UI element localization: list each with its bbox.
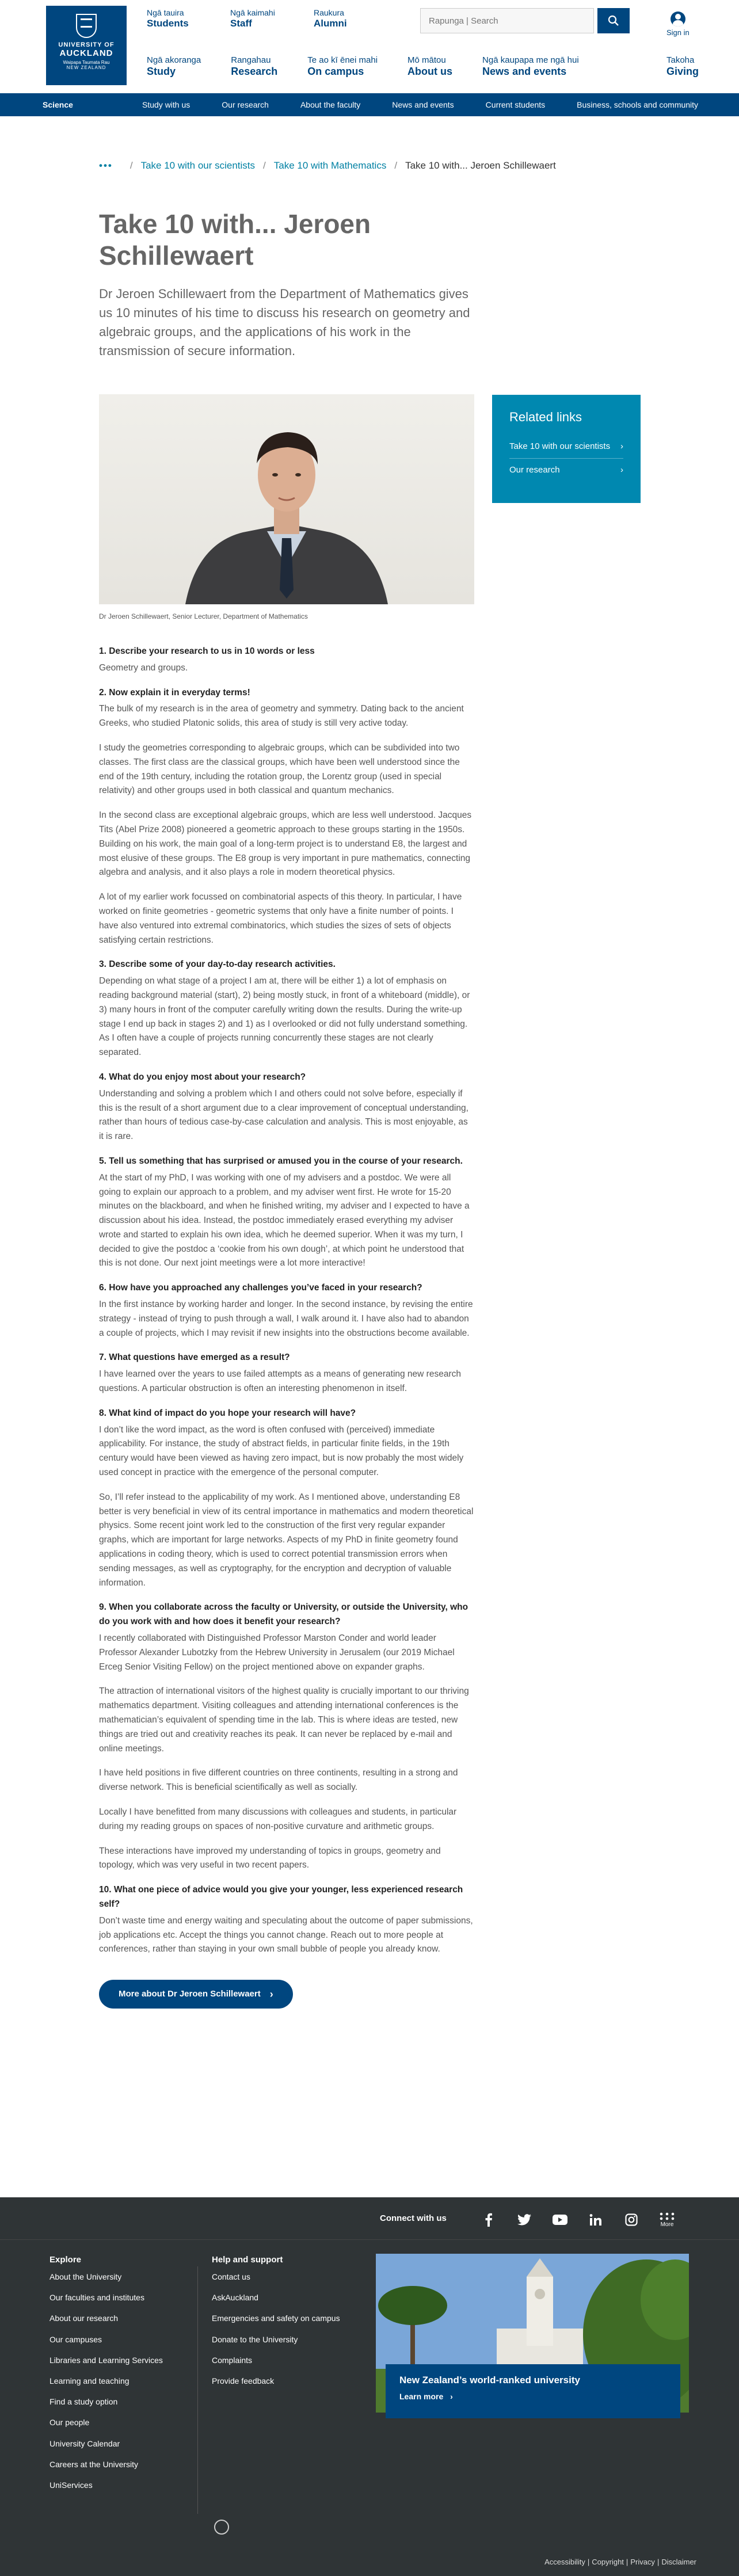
nav-study[interactable] xyxy=(147,55,201,78)
more-about-button[interactable] xyxy=(99,1980,293,2009)
subnav-section-science[interactable]: Science xyxy=(43,100,73,109)
nav-english: Research xyxy=(231,66,278,77)
nav-giving[interactable] xyxy=(666,55,699,78)
crest-icon xyxy=(76,14,97,38)
related-link-label: Our research xyxy=(509,465,560,475)
chevron-right-icon: › xyxy=(620,465,623,475)
audience-maori: Ngā tauira xyxy=(147,8,184,17)
logo-line4: NEW ZEALAND xyxy=(66,65,106,70)
subnav-item[interactable]: Our research xyxy=(222,100,269,109)
answer-paragraph: Don’t waste time and energy waiting and speculating about the outcome of paper submissions, job applications etc. Accept the things you cannot change. Reach out to more people at conferences, rather than staying in your own small bubble of people you already know. xyxy=(99,1915,473,1954)
footer-link[interactable]: Learning and teaching xyxy=(49,2376,129,2386)
answer-paragraph: The attraction of international visitors of the highest quality is crucially important to our thriving mathematics department. Visiting colleagues and attending international conferences is the mathematician’s equivalent of spending time in the lab. This is where ideas are tested, new things are tried out and creativity reaches its peak. It can never be replaced by e-mail and online meetings. xyxy=(99,1686,469,1754)
related-link-label: Take 10 with our scientists xyxy=(509,441,611,451)
main-nav xyxy=(147,55,609,78)
subnav-item[interactable]: About the faculty xyxy=(300,100,361,109)
nav-english: Study xyxy=(147,66,176,77)
answer-paragraph: So, I’ll refer instead to the applicability of my work. As I mentioned above, understanding E8 better is very beneficial in view of its central importance in mathematics and modern theoretical physics. Some recent joint work led to the construction of the first very regular expander graphs, which are important for large networks. Aspects of my PhD in finite geometry found applications in coding theory, which is used to correct potential transmission errors when sending messages, as well as cryptography, for the encryption and decryption of valuable information. xyxy=(99,1492,474,1588)
footer-link[interactable]: Careers at the University xyxy=(49,2459,139,2469)
legal-link[interactable]: Copyright xyxy=(592,2558,624,2566)
chevron-right-icon: › xyxy=(269,1988,273,2000)
breadcrumb xyxy=(99,160,556,172)
audience-maori: Ngā kaimahi xyxy=(230,8,275,17)
answer-paragraph: Understanding and solving a problem which I and others could not solve before, especially if this is the result of a short argument due to a clear improvement of conceptual understanding, rather than hours of tedious case-by-case calculation and analysis. This is most enjoyable, as it is rare. xyxy=(99,1088,468,1142)
nav-english: Giving xyxy=(666,66,699,77)
instagram-icon[interactable] xyxy=(623,2211,640,2228)
footer-link[interactable]: UniServices xyxy=(49,2480,93,2490)
question-heading: 4. What do you enjoy most about your research? xyxy=(99,1072,306,1082)
answer-paragraph: Geometry and groups. xyxy=(99,662,188,673)
nav-research[interactable] xyxy=(231,55,277,78)
legal-link[interactable]: Accessibility xyxy=(544,2558,585,2566)
chevron-right-icon: › xyxy=(620,441,623,451)
photo-caption: Dr Jeroen Schillewaert, Senior Lecturer, Department of Mathematics xyxy=(99,612,308,620)
chevron-right-icon: › xyxy=(450,2392,453,2401)
breadcrumb-more[interactable]: ••• xyxy=(99,160,113,171)
nav-english: News and events xyxy=(482,66,567,77)
legal-link[interactable]: Disclaimer xyxy=(661,2558,696,2566)
connect-label: Connect with us xyxy=(380,2213,447,2223)
legal-links xyxy=(544,2558,696,2566)
audience-english: Students xyxy=(147,17,189,29)
answer-paragraph: I recently collaborated with Distinguished Professor Marston Conder and world leader Professor Alexander Lubotzky from the Hebrew University in Jerusalem (our 2019 Michael Erceg Senior Visiting Fellow) on the project mentioned above on expander graphs. xyxy=(99,1633,455,1672)
footer-link[interactable]: Our campuses xyxy=(49,2334,102,2344)
breadcrumb-separator: / xyxy=(129,160,133,171)
portrait-photo xyxy=(99,394,474,604)
answer-paragraph: At the start of my PhD, I was working with one of my advisers and a postdoc. We were all going to explain our approach to a problem, and my adviser went first. He wrote for 15-20 minutes on the blackboard, and when he finished writing, my adviser and I expected to have a discussion about his idea. Instead, the postdoc immediately erased everything my adviser wrote and started to explain his own idea, which he deemed superior. When it was my turn, I decided to give the postdoc a ‘cookie from his own dough’, at which point he understood that this is not done. Our next joint meetings were a lot more interactive! xyxy=(99,1172,470,1268)
footer-link[interactable]: University Calendar xyxy=(49,2438,120,2448)
answer-paragraph: I have held positions in five different countries on three continents, resulting in a strong and diverse network. This is beneficial scientifically as well as socially. xyxy=(99,1768,458,1793)
footer-link[interactable]: Complaints xyxy=(212,2355,253,2365)
answer-paragraph: In the second class are exceptional algebraic groups, which are less well understood. Jacques Tits (Abel Prize 2008) pioneered a geometric approach to these groups starting in the 1950s. Building on his work, the main goal of a long-term project is to understand E8, the largest and most elusive of these groups. The E8 group is very important in pure mathematics, connecting algebra and analysis, and it also plays a role in modern theoretical physics. xyxy=(99,810,472,878)
subnav-item[interactable]: Current students xyxy=(485,100,546,109)
nav-on-campus[interactable] xyxy=(307,55,378,78)
question-heading: 5. Tell us something that has surprised or amused you in the course of your research. xyxy=(99,1156,463,1166)
university-logo[interactable] xyxy=(46,6,127,85)
breadcrumb-separator: / xyxy=(394,160,398,171)
breadcrumb-link[interactable]: Take 10 with Mathematics xyxy=(273,160,387,171)
answer-paragraph: I don’t like the word impact, as the word is often confused with (perceived) immediate applicability. For instance, the study of abstract fields, in particular finite fields, in the 19th century would have been viewed as having zero impact, but is now probably the most widely used concept in practice with the emergence of the personal computer. xyxy=(99,1424,464,1478)
promo-link-label: Learn more xyxy=(399,2392,444,2401)
question-heading: 3. Describe some of your day-to-day research activities. xyxy=(99,959,336,970)
footer-link[interactable]: Find a study option xyxy=(49,2397,118,2407)
question-heading: 9. When you collaborate across the faculty or University, or outside the University, who do you work with and how does it benefit your research? xyxy=(99,1602,468,1627)
legal-separator: | xyxy=(587,2558,590,2566)
footer-link[interactable]: About the University xyxy=(49,2272,122,2281)
nav-maori: Takoha xyxy=(666,55,695,65)
site-footer xyxy=(0,2197,739,2576)
sign-in-link[interactable] xyxy=(666,12,690,37)
nav-maori: Mō mātou xyxy=(407,55,446,65)
subnav-item[interactable]: Study with us xyxy=(142,100,191,109)
footer-link[interactable]: Donate to the University xyxy=(212,2334,298,2344)
logo-line1: UNIVERSITY OF xyxy=(58,41,115,48)
footer-link[interactable]: Provide feedback xyxy=(212,2376,275,2386)
portrait-illustration xyxy=(99,394,474,604)
logo-line3: Waipapa Taumata Rau xyxy=(63,60,110,65)
explore-column xyxy=(49,2255,182,2501)
promo-link xyxy=(399,2392,666,2401)
answer-paragraph: I have learned over the years to use failed attempts as a means of generating new research questions. A particular obstruction is often an interesting phenomenon in itself. xyxy=(99,1369,461,1394)
promo-title: New Zealand’s world-ranked university xyxy=(399,2375,580,2386)
answer-paragraph: Locally I have benefitted from many discussions with colleagues and students, in particular during my reading groups on spaces of non-positive curvature and arithmetic groups. xyxy=(99,1807,457,1831)
answer-paragraph: In the first instance by working harder and longer. In the second instance, by revising the entire strategy - instead of trying to push through a wall, I walk around it. I have also had to abandon a couple of projects, which I may revisit if new insights into the obstructions become available. xyxy=(99,1300,473,1338)
related-link[interactable] xyxy=(509,458,623,482)
sign-in-label: Sign in xyxy=(666,28,690,37)
nav-maori: Rangahau xyxy=(231,55,271,65)
answer-paragraph: The bulk of my research is in the area of geometry and symmetry. Dating back to the ancient Greeks, who studied Platonic solids, this area of study is still very active today. xyxy=(99,704,464,729)
answer-paragraph: These interactions have improved my understanding of topics in groups, geometry and topology, which was very useful in two recent papers. xyxy=(99,1846,441,1870)
answer-paragraph: I study the geometries corresponding to algebraic groups, which can be subdivided into two classes. The first class are the classical groups, which have been well understood since the end of the 19th century, including the rotation group, the Lorentz group (used in special relativity) and other groups used in both classical and quantum mechanics. xyxy=(99,742,460,796)
question-heading: 10. What one piece of advice would you give your younger, less experienced research self? xyxy=(99,1885,463,1909)
question-heading: 7. What questions have emerged as a result? xyxy=(99,1352,290,1363)
logo-line2: AUCKLAND xyxy=(59,48,113,58)
footer-link[interactable]: Libraries and Learning Services xyxy=(49,2355,163,2365)
legal-separator: | xyxy=(657,2558,660,2566)
more-grid-icon xyxy=(660,2212,675,2220)
audience-link-staff[interactable] xyxy=(230,8,314,29)
page-title: Take 10 with... Jeroen Schillewaert xyxy=(99,209,371,271)
audience-maori: Raukura xyxy=(314,8,344,17)
question-heading: 8. What kind of impact do you hope your research will have? xyxy=(99,1408,356,1418)
audience-nav xyxy=(147,8,397,29)
help-title: Help and support xyxy=(212,2255,283,2265)
subnav-item[interactable]: Business, schools and community xyxy=(577,100,699,109)
help-column xyxy=(212,2255,344,2396)
answer-paragraph: A lot of my earlier work focussed on combinatorial aspects of this theory. In particular, I have worked on finite geometries - geometric systems that only have a finite number of points. I have also ventured into extremal combinatorics, which studies the sizes of sets of objects satisfying certain restrictions. xyxy=(99,892,462,945)
user-icon xyxy=(671,12,685,26)
footer-link[interactable]: AskAuckland xyxy=(212,2293,258,2303)
more-about-label: More about Dr Jeroen Schillewaert xyxy=(119,1989,261,1999)
page-intro: Dr Jeroen Schillewaert from the Department of Mathematics gives us 10 minutes of his time to discuss his research on geometry and algebraic groups, and the applications of his work in the transmission of secure information. xyxy=(99,287,470,358)
question-heading: 1. Describe your research to us in 10 words or less xyxy=(99,646,315,656)
search-icon xyxy=(608,15,619,26)
subnav-item[interactable]: News and events xyxy=(392,100,454,109)
facebook-icon[interactable] xyxy=(480,2211,497,2228)
faculty-subnav xyxy=(0,93,739,116)
breadcrumb-current: Take 10 with... Jeroen Schillewaert xyxy=(405,160,556,171)
linkedin-icon[interactable] xyxy=(587,2211,604,2228)
seal-icon xyxy=(214,2520,229,2535)
search-button[interactable] xyxy=(597,8,630,33)
nav-english: On campus xyxy=(307,66,364,77)
audience-english: Alumni xyxy=(314,17,347,29)
footer-divider xyxy=(197,2266,198,2514)
explore-title: Explore xyxy=(49,2255,82,2265)
search-input[interactable] xyxy=(421,9,593,33)
footer-link[interactable]: Contact us xyxy=(212,2272,250,2281)
question-heading: 2. Now explain it in everyday terms! xyxy=(99,687,250,698)
youtube-icon[interactable] xyxy=(551,2211,569,2228)
question-heading: 6. How have you approached any challenges you’ve faced in your research? xyxy=(99,1283,422,1293)
world-ranked-card[interactable] xyxy=(386,2364,680,2418)
related-link[interactable] xyxy=(509,435,623,458)
more-social-button[interactable] xyxy=(658,2211,676,2228)
related-links-panel xyxy=(492,395,641,503)
legal-separator: | xyxy=(626,2558,628,2566)
breadcrumb-separator: / xyxy=(263,160,266,171)
site-header xyxy=(0,0,739,93)
footer-link[interactable]: Our people xyxy=(49,2418,90,2428)
footer-link[interactable]: About our research xyxy=(49,2314,119,2323)
social-bar xyxy=(0,2197,739,2240)
related-links-title: Related links xyxy=(509,410,582,424)
legal-link[interactable]: Privacy xyxy=(630,2558,655,2566)
audience-link-students[interactable] xyxy=(147,8,230,29)
nav-english: About us xyxy=(407,66,453,77)
search-box xyxy=(420,8,594,33)
interview-article xyxy=(99,645,474,2009)
audience-english: Staff xyxy=(230,17,252,29)
answer-paragraph: Depending on what stage of a project I am at, there will be either 1) a lot of emphasis on reading background material (start), 2) being mostly stuck, in front of a whiteboard (middle), or 3) many hours in front of the computer carefully writing down the results. During the write-up stage I end up back in stages 2) and 1) as I overlooked or did not fully understand something. As I often have a couple of projects running concurrently these stages are not clearly separated. xyxy=(99,976,470,1058)
nav-maori: Ngā kaupapa me ngā hui xyxy=(482,55,579,65)
nav-news-events[interactable] xyxy=(482,55,579,78)
footer-link[interactable]: Our faculties and institutes xyxy=(49,2293,144,2303)
more-label: More xyxy=(660,2221,674,2228)
nav-maori: Ngā akoranga xyxy=(147,55,201,65)
footer-link[interactable]: Emergencies and safety on campus xyxy=(212,2314,340,2323)
twitter-icon[interactable] xyxy=(516,2211,533,2228)
breadcrumb-link[interactable]: Take 10 with our scientists xyxy=(140,160,256,171)
nav-maori: Te ao kī ēnei mahi xyxy=(307,55,378,65)
nav-about-us[interactable] xyxy=(407,55,452,78)
audience-link-alumni[interactable] xyxy=(314,8,397,29)
